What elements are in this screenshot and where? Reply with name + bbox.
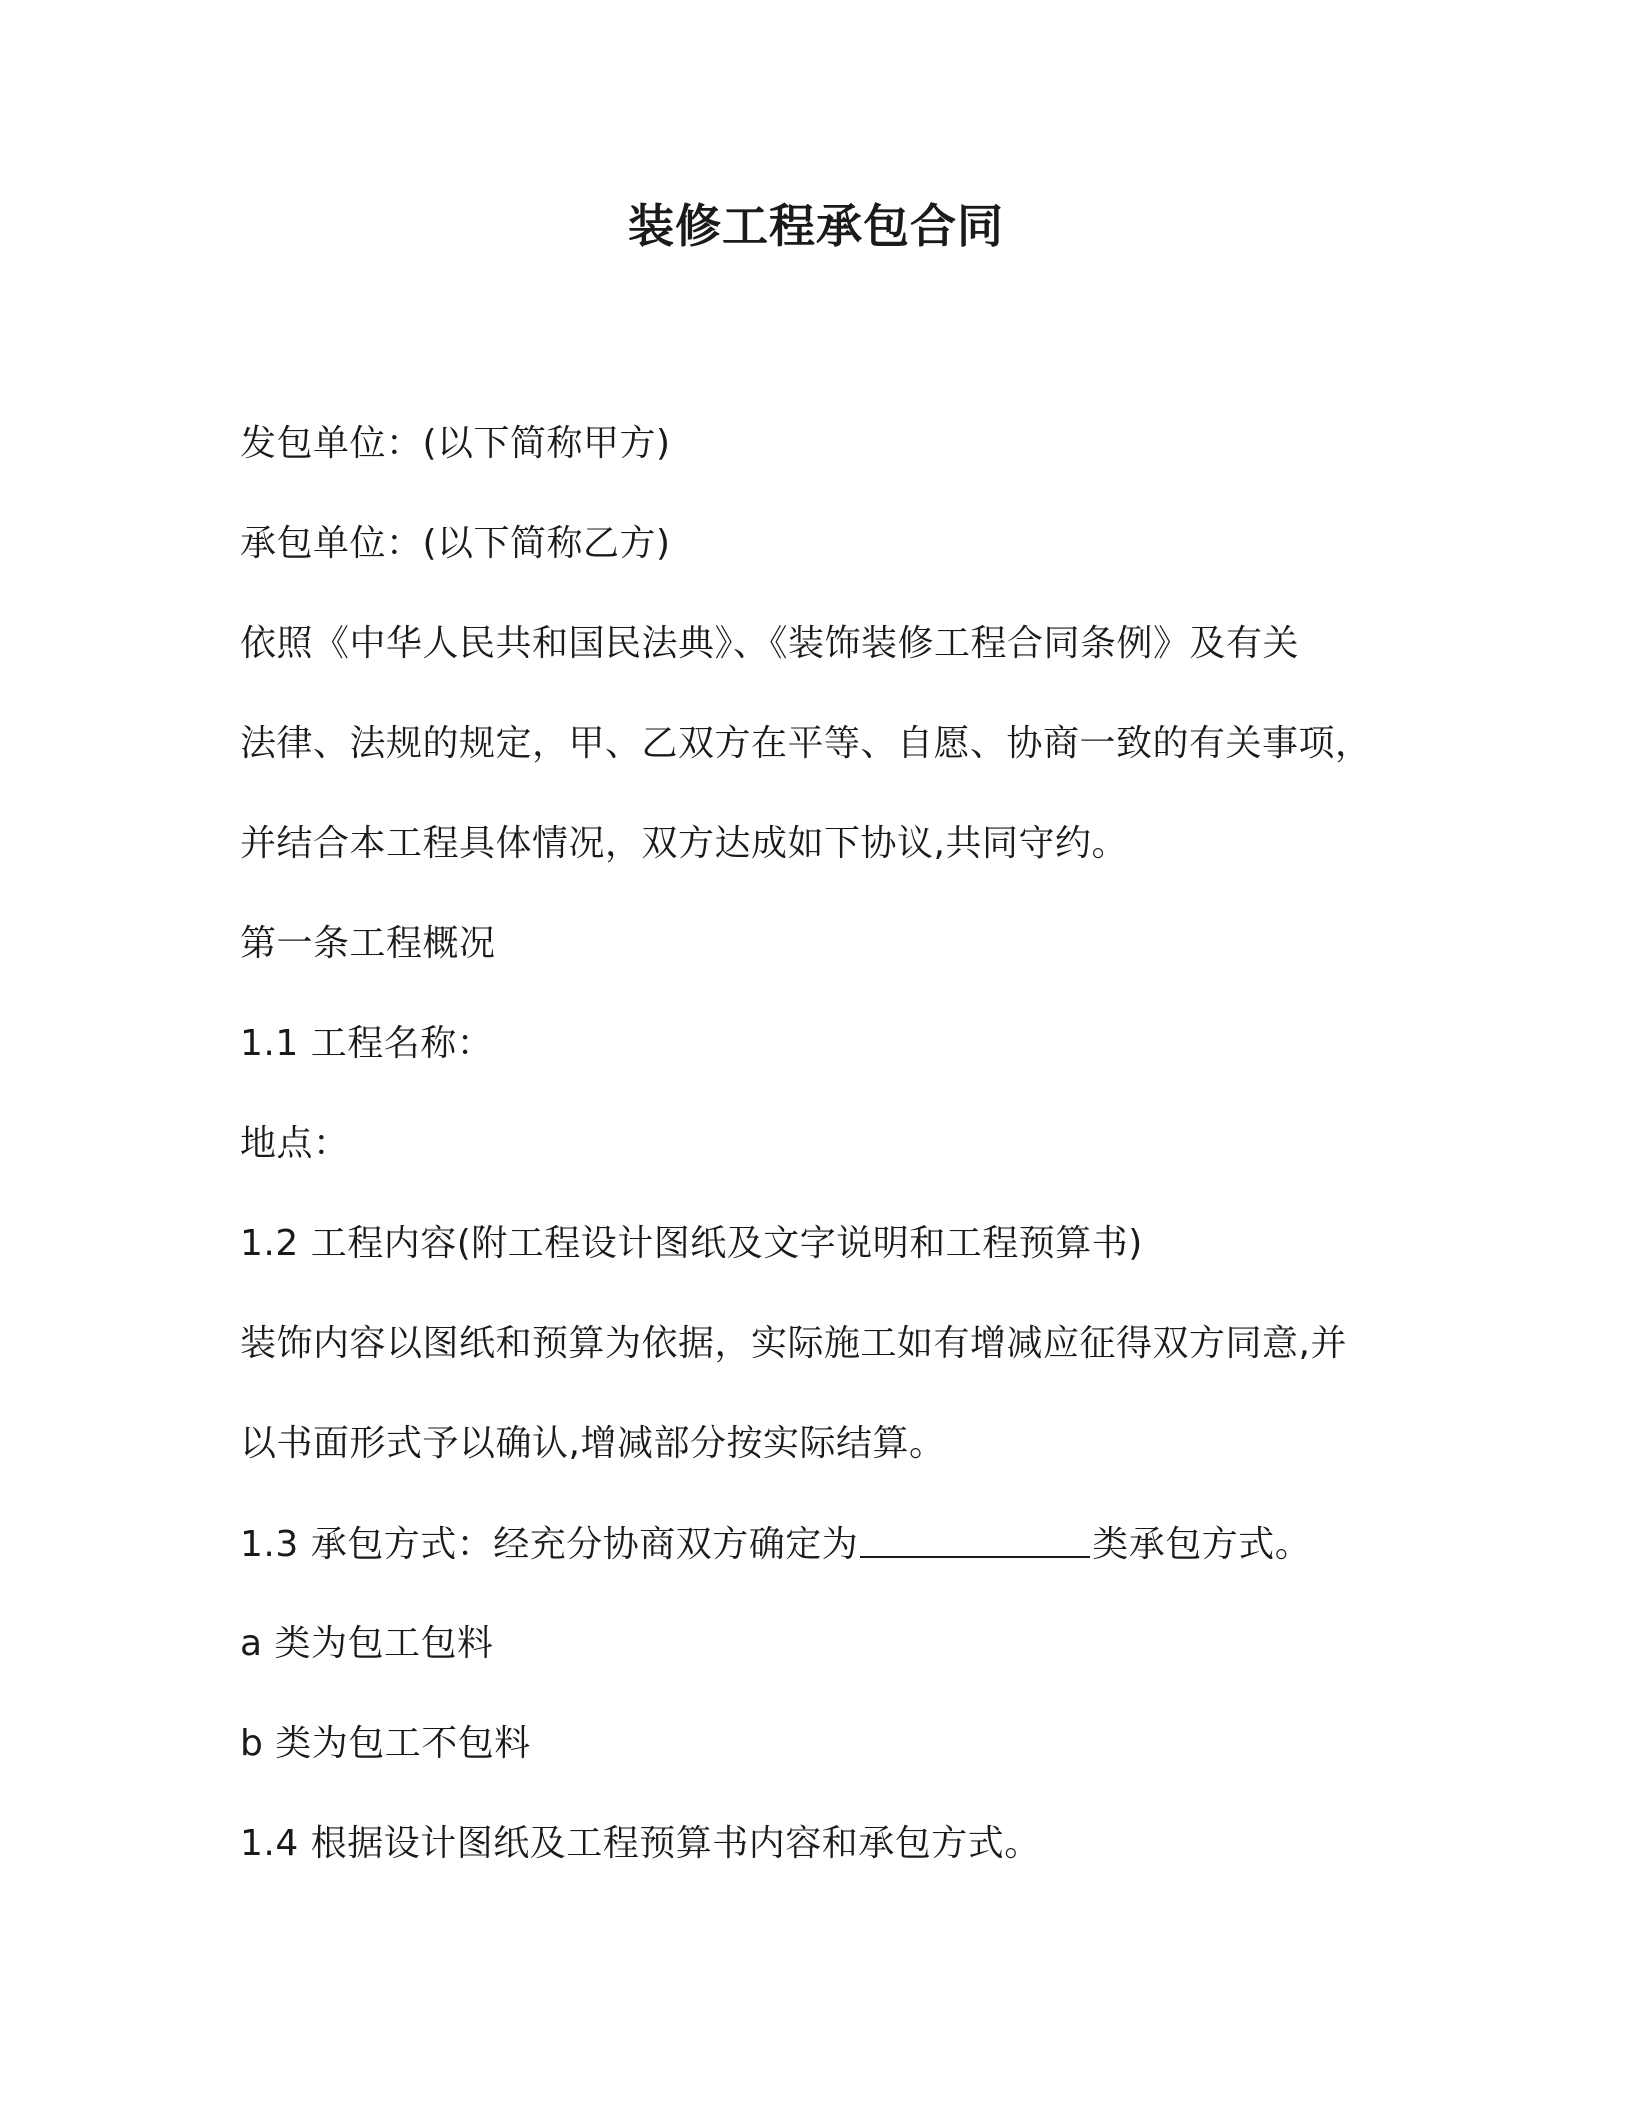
preamble-line-2: 法律、法规的规定，甲、乙双方在平等、自愿、协商一致的有关事项，	[240, 723, 1372, 764]
preamble-line-3: 并结合本工程具体情况，双方达成如下协议,共同守约。	[240, 823, 1128, 864]
contract-type-blank	[860, 1520, 1090, 1558]
item-1-3-contract-method	[240, 1520, 1311, 1569]
document-title: 装修工程承包合同	[628, 199, 1004, 253]
item-1-3-suffix: 类承包方式。	[1092, 1524, 1312, 1565]
option-b-line: b 类为包工不包料	[240, 1723, 531, 1764]
decoration-note-line-1: 装饰内容以图纸和预算为依据，实际施工如有增减应征得双方同意,并	[240, 1323, 1347, 1364]
decoration-note-line-2: 以书面形式予以确认,增减部分按实际结算。	[240, 1423, 946, 1464]
location-line: 地点：	[240, 1123, 350, 1164]
item-1-4-line: 1.4 根据设计图纸及工程预算书内容和承包方式。	[240, 1823, 1041, 1864]
item-1-1-project-name: 1.1 工程名称：	[240, 1023, 494, 1064]
option-a-line: a 类为包工包料	[240, 1623, 494, 1664]
item-1-3-prefix: 1.3 承包方式：经充分协商双方确定为	[240, 1524, 859, 1565]
preamble-line-1: 依照《中华人民共和国民法典》、《装饰装修工程合同条例》及有关	[240, 623, 1300, 664]
article-1-heading: 第一条工程概况	[240, 923, 496, 964]
party-b-line: 承包单位：(以下简称乙方)	[240, 523, 671, 564]
item-1-2-project-content: 1.2 工程内容(附工程设计图纸及文字说明和工程预算书)	[240, 1223, 1143, 1264]
party-a-line: 发包单位：(以下简称甲方)	[240, 423, 671, 464]
